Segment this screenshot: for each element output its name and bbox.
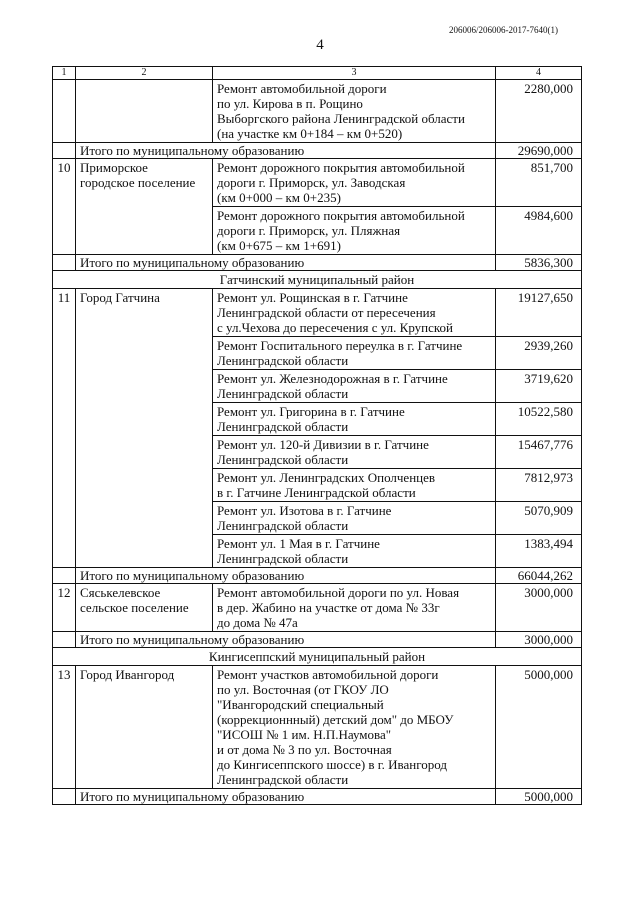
column-number-4: 4 — [496, 67, 582, 80]
work-description-line: по ул. Восточная (от ГКОУ ЛО — [217, 682, 389, 697]
municipality-name — [76, 159, 213, 255]
work-description-line: Ремонт ул. Григорина в г. Гатчине — [217, 404, 405, 419]
work-description-line: Ремонт дорожного покрытия автомобильной — [217, 208, 465, 223]
total-spacer — [53, 143, 76, 159]
work-description — [213, 469, 496, 502]
work-description-line: Ленинградской области — [217, 353, 349, 368]
total-label: Итого по муниципальному образованию — [76, 143, 496, 159]
work-description-line: Ремонт Госпитального переулка в г. Гатчине — [217, 338, 463, 353]
column-number-row — [53, 67, 582, 80]
work-description-line: в дер. Жабино на участке от дома № 33г — [217, 600, 440, 615]
work-description-line: Ленинградской области — [217, 772, 349, 787]
total-row — [53, 789, 582, 805]
municipality-name — [76, 289, 213, 568]
table-row — [53, 80, 582, 143]
work-description — [213, 502, 496, 535]
work-description-line: Ремонт автомобильной дороги — [217, 81, 387, 96]
amount: 1383,494 — [496, 535, 582, 568]
municipality-name — [76, 80, 213, 143]
column-number-2: 2 — [76, 67, 213, 80]
work-description-line: (км 0+000 – км 0+235) — [217, 190, 341, 205]
municipality-name-line: Город Ивангород — [80, 667, 175, 682]
municipality-name — [76, 666, 213, 789]
work-description-line: Ленинградской области — [217, 386, 349, 401]
row-number: 10 — [53, 159, 76, 255]
work-description-line: (на участке км 0+184 – км 0+520) — [217, 126, 403, 141]
amount: 4984,600 — [496, 207, 582, 255]
work-description-line: дороги г. Приморск, ул. Заводская — [217, 175, 406, 190]
total-spacer — [53, 568, 76, 584]
table-row — [53, 666, 582, 789]
work-description-line: Ремонт автомобильной дороги по ул. Новая — [217, 585, 460, 600]
district-name: Гатчинский муниципальный район — [53, 271, 582, 289]
total-label: Итого по муниципальному образованию — [76, 632, 496, 648]
work-description-line: (коррекционнный) детский дом" до МБОУ — [217, 712, 454, 727]
work-description — [213, 403, 496, 436]
work-description-line: Ленинградской области — [217, 452, 349, 467]
work-description-line: Ремонт ул. Рощинская в г. Гатчине — [217, 290, 408, 305]
total-label: Итого по муниципальному образованию — [76, 568, 496, 584]
municipality-name-line: городское поселение — [80, 175, 196, 190]
work-description-line: до дома № 47а — [217, 615, 298, 630]
amount: 3719,620 — [496, 370, 582, 403]
amount: 10522,580 — [496, 403, 582, 436]
work-description — [213, 584, 496, 632]
work-description-line: (км 0+675 – км 1+691) — [217, 238, 341, 253]
work-description-line: "ИСОШ № 1 им. Н.П.Наумова" — [217, 727, 392, 742]
total-amount: 29690,000 — [496, 143, 582, 159]
total-amount: 3000,000 — [496, 632, 582, 648]
total-amount: 66044,262 — [496, 568, 582, 584]
work-description-line: Ремонт ул. Изотова в г. Гатчине — [217, 503, 392, 518]
total-label: Итого по муниципальному образованию — [76, 789, 496, 805]
road-repair-table — [52, 66, 582, 805]
row-number: 12 — [53, 584, 76, 632]
work-description — [213, 80, 496, 143]
page-number: 4 — [316, 37, 324, 53]
work-description — [213, 289, 496, 337]
work-description-line: дороги г. Приморск, ул. Пляжная — [217, 223, 401, 238]
total-row — [53, 568, 582, 584]
work-description-line: "Ивангородский специальный — [217, 697, 384, 712]
municipality-name — [76, 584, 213, 632]
table-row — [53, 289, 582, 337]
total-row — [53, 255, 582, 271]
column-number-1: 1 — [53, 67, 76, 80]
table-row — [53, 159, 582, 207]
amount: 5000,000 — [496, 666, 582, 789]
municipality-name-line: Сяськелевское — [80, 585, 161, 600]
work-description — [213, 159, 496, 207]
total-spacer — [53, 255, 76, 271]
total-spacer — [53, 632, 76, 648]
amount: 5070,909 — [496, 502, 582, 535]
row-number — [53, 80, 76, 143]
column-number-3: 3 — [213, 67, 496, 80]
work-description-line: Ленинградской области от пересечения — [217, 305, 436, 320]
work-description-line: Ремонт участков автомобильной дороги — [217, 667, 439, 682]
amount: 15467,776 — [496, 436, 582, 469]
table-row — [53, 584, 582, 632]
work-description-line: по ул. Кирова в п. Рощино — [217, 96, 363, 111]
total-row — [53, 632, 582, 648]
document-number: 206006/206006-2017-7640(1) — [449, 25, 558, 35]
amount: 7812,973 — [496, 469, 582, 502]
row-number: 11 — [53, 289, 76, 568]
row-number: 13 — [53, 666, 76, 789]
work-description-line: Ремонт ул. 120-й Дивизии в г. Гатчине — [217, 437, 429, 452]
work-description — [213, 337, 496, 370]
amount: 3000,000 — [496, 584, 582, 632]
work-description — [213, 207, 496, 255]
work-description — [213, 666, 496, 789]
municipality-name-line: сельское поселение — [80, 600, 189, 615]
work-description — [213, 535, 496, 568]
work-description-line: до Кингисеппского шоссе) в г. Ивангород — [217, 757, 448, 772]
work-description — [213, 370, 496, 403]
municipality-name-line: Приморское — [80, 160, 148, 175]
work-description-line: Ремонт ул. Железнодорожная в г. Гатчине — [217, 371, 448, 386]
total-amount: 5000,000 — [496, 789, 582, 805]
amount: 851,700 — [496, 159, 582, 207]
work-description-line: с ул.Чехова до пересечения с ул. Крупской — [217, 320, 454, 335]
work-description-line: Ремонт ул. 1 Мая в г. Гатчине — [217, 536, 380, 551]
amount: 2280,000 — [496, 80, 582, 143]
municipality-name-line: Город Гатчина — [80, 290, 160, 305]
total-spacer — [53, 789, 76, 805]
work-description — [213, 436, 496, 469]
work-description-line: Ремонт ул. Ленинградских Ополченцев — [217, 470, 436, 485]
district-row — [53, 271, 582, 289]
work-description-line: и от дома № 3 по ул. Восточная — [217, 742, 392, 757]
work-description-line: Ремонт дорожного покрытия автомобильной — [217, 160, 465, 175]
amount: 19127,650 — [496, 289, 582, 337]
total-label: Итого по муниципальному образованию — [76, 255, 496, 271]
total-amount: 5836,300 — [496, 255, 582, 271]
amount: 2939,260 — [496, 337, 582, 370]
work-description-line: Ленинградской области — [217, 419, 349, 434]
work-description-line: Ленинградской области — [217, 518, 349, 533]
work-description-line: Ленинградской области — [217, 551, 349, 566]
work-description-line: в г. Гатчине Ленинградской области — [217, 485, 416, 500]
total-row — [53, 143, 582, 159]
work-description-line: Выборгского района Ленинградской области — [217, 111, 465, 126]
district-row — [53, 648, 582, 666]
district-name: Кингисеппский муниципальный район — [53, 648, 582, 666]
